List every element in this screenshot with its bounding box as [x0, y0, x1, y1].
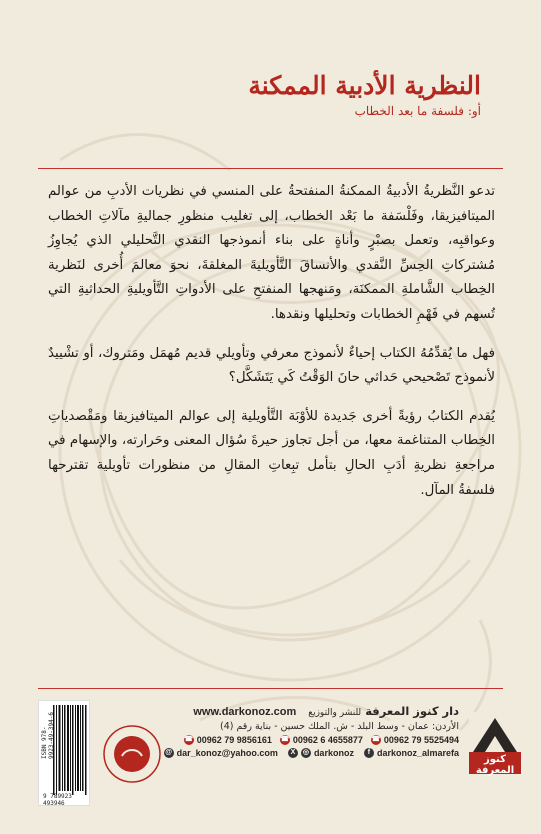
social-links	[139, 748, 459, 758]
x-icon: X	[288, 748, 298, 758]
publisher-name-line	[139, 704, 459, 718]
instagram-icon: ◎	[302, 749, 309, 756]
footer	[32, 694, 521, 814]
book-subtitle: أو: فلسفة ما بعد الخطاب	[354, 103, 481, 118]
publisher-info	[139, 704, 459, 758]
blurb-paragraph-2: فهل ما يُقدِّمُهُ الكتاب إحياءٌ لأنموذج معرفي وتأويلي قديم مُهمَل ومَتروك، أو تشْييدٌ لأنموذج تَصْحيحي حَداثي حانَ الوَقْتُ كَي يَتَشَكَّل؟	[48, 345, 495, 386]
blurb-paragraph-1: تدعو النَّظريةُ الأدبيةُ الممكنةُ المنفتحةُ على المنسي في نظريات الأدبِ من عوالم الميتافيزيقا، وفَلْسَفة ما بَعْد الخطاب، إلى تغليب منظورِ جماليةِ مآلاتِ الخطاب وعواقبِه، وتعمل بصبْرٍ وأناةٍ على بناء أنموذجها النقدي التَّحليلي الذي يُجاوِزُ مُشتركاتِ الحِسِّ النَّقدي والأنساقَ التَّأويليةَ المغلقةَ، نحوَ معالمَ أُخرى لنَظرية الخِطاب الشَّاملةِ الممكنَة، ومَنهجها المنفتحِ على الأدواتِ التَّأويليةِ الحداثيةِ التي تُسهم في فَهْمِ الخطابات وتحليلها ونقدها.	[48, 184, 495, 322]
book-title: النظرية الأدبية الممكنة	[248, 71, 481, 100]
x-link[interactable]: X ◎ darkonoz	[288, 748, 354, 758]
facebook-icon: f	[364, 748, 374, 758]
publisher-tagline: للنشر والتوزيع	[308, 708, 362, 718]
email-link[interactable]: @ dar_konoz@yahoo.com	[165, 748, 278, 758]
logo-text: كنوز المعرفة	[475, 754, 515, 776]
isbn-number: ISBN 978-9923-49-394-6	[41, 712, 55, 759]
publisher-website[interactable]: www.darkonoz.com	[193, 706, 297, 718]
publisher-name: دار كنوز المعرفة	[365, 704, 459, 718]
phone-item[interactable]: ☎ 00962 79 9856161	[184, 735, 272, 745]
bottom-divider	[38, 688, 503, 689]
phone-item[interactable]: ☎ 00962 6 4655877	[280, 735, 363, 745]
phone-list	[139, 735, 459, 745]
phone-icon: ☎	[371, 736, 381, 743]
publisher-address: الأردن: عمان - وسط البلد - ش. الملك حسين - بناية رقم (4)	[219, 721, 459, 732]
isbn-barcode	[38, 700, 90, 806]
blurb	[48, 180, 495, 517]
barcode-digits: 9 789923 493946	[43, 793, 72, 807]
phone-icon: ☎	[184, 736, 194, 743]
phone-icon: ☎	[280, 736, 290, 743]
top-divider	[38, 168, 503, 169]
facebook-link[interactable]: f darkonoz_almarefa	[364, 748, 459, 758]
email-icon: @	[165, 749, 173, 756]
phone-item[interactable]: ☎ 00962 79 5525494	[371, 735, 459, 745]
blurb-paragraph-3: يُقدم الكتابُ رؤيةً أخرى جَديدة للأوْبَة التَّأويلية إلى عوالم الميتافيزيقا ومَقْصدياتِ الخِطاب المتناغمة معها، من أجل تجاوز حيرةَ سُؤال المعنى وحَرارته، والإسهام في مراجعةِ نظريةِ أدَبِ الحالِ بتأمل تبِعاتِ المقالِ من منظورات تأويلية تقترحها فلسفةُ المآل.	[48, 408, 495, 498]
publisher-logo	[469, 712, 521, 774]
title-block	[241, 72, 481, 118]
